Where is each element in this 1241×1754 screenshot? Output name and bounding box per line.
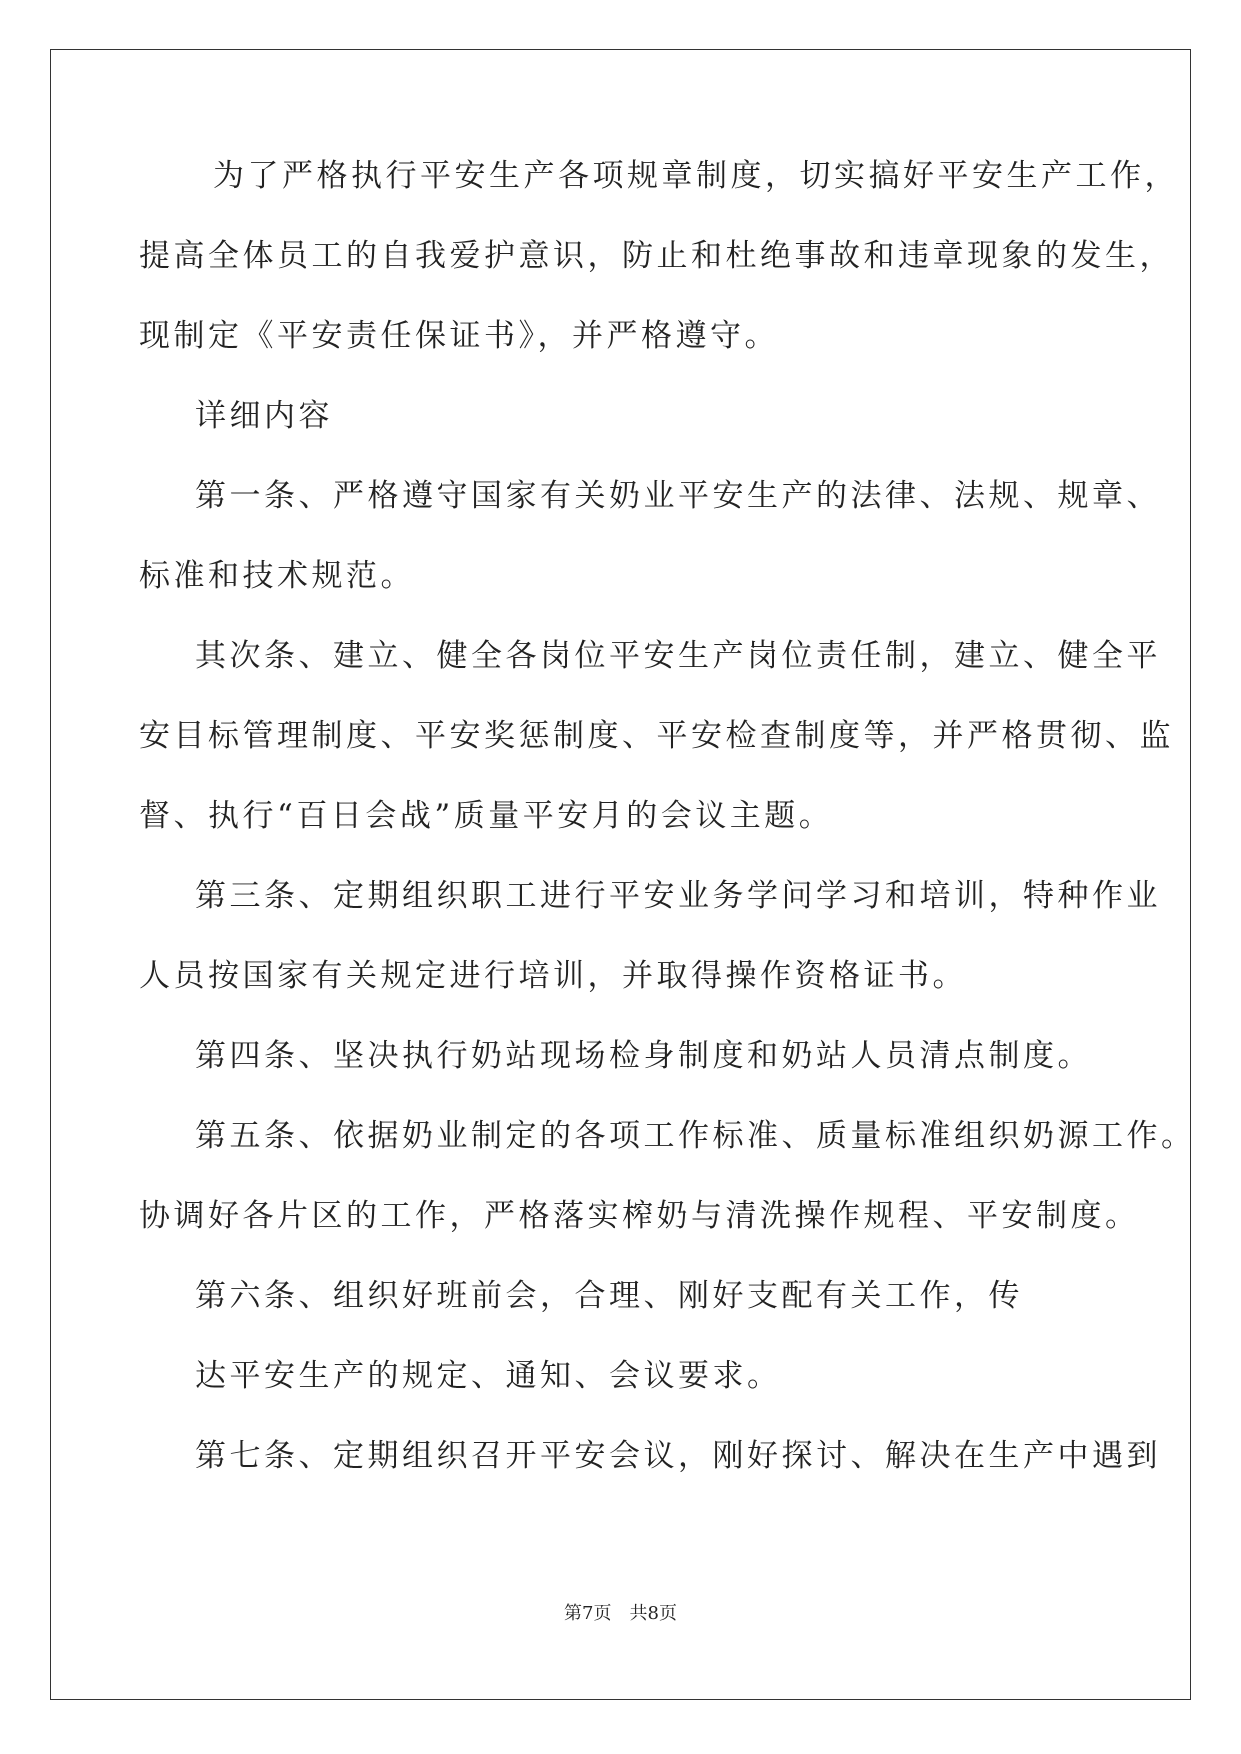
text-line: 其次条、建立、健全各岗位平安生产岗位责任制，建立、健全平: [195, 638, 1161, 674]
text-line: 第一条、严格遵守国家有关奶业平安生产的法律、法规、规章、: [195, 478, 1161, 514]
text-line: 提高全体员工的自我爱护意识，防止和杜绝事故和违章现象的发生，: [139, 238, 1174, 274]
document-body: [51, 50, 1196, 1699]
page-number-footer: 第7页 共8页: [564, 1603, 677, 1624]
page-border: [50, 49, 1196, 1700]
text-line: 第四条、坚决执行奶站现场检身制度和奶站人员清点制度。: [195, 1038, 1092, 1074]
text-line: 协调好各片区的工作，严格落实榨奶与清洗操作规程、平安制度。: [139, 1198, 1140, 1234]
text-line: 为了严格执行平安生产各项规章制度，切实搞好平安生产工作，: [213, 158, 1179, 194]
text-line: 达平安生产的规定、通知、会议要求。: [195, 1358, 782, 1394]
text-line: 标准和技术规范。: [139, 558, 415, 594]
text-line: 督、执行“百日会战”质量平安月的会议主题。: [139, 798, 834, 834]
text-line: 第七条、定期组织召开平安会议，刚好探讨、解决在生产中遇到: [195, 1438, 1161, 1474]
section-heading: 详细内容: [195, 398, 333, 434]
text-line: 人员按国家有关规定进行培训，并取得操作资格证书。: [139, 958, 967, 994]
text-line: 现制定《平安责任保证书》，并严格遵守。: [139, 318, 779, 354]
text-line: 第六条、组织好班前会，合理、刚好支配有关工作，传: [195, 1278, 1023, 1314]
text-line: 第五条、依据奶业制定的各项工作标准、质量标准组织奶源工作。: [195, 1118, 1196, 1154]
text-line: 第三条、定期组织职工进行平安业务学问学习和培训，特种作业: [195, 878, 1161, 914]
text-line: 安目标管理制度、平安奖惩制度、平安检查制度等，并严格贯彻、监: [139, 718, 1174, 754]
